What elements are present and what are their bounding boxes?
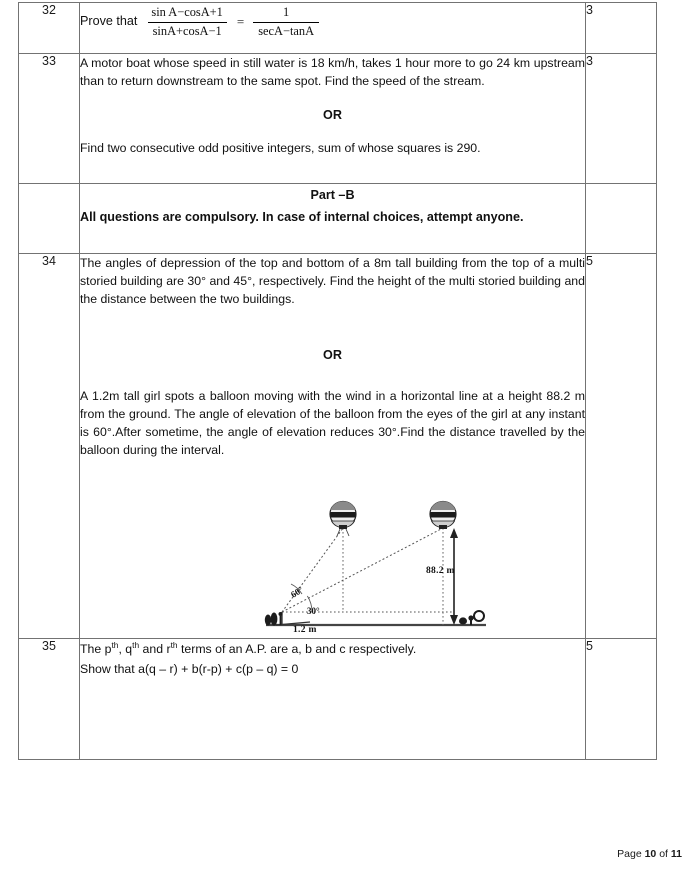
sight-line-60 [282, 528, 343, 612]
rhs-denominator: secA−tanA [253, 22, 319, 40]
figure-label-height: 88.2 m [426, 565, 455, 576]
lhs-denominator: sinA+cosA−1 [148, 22, 227, 40]
table-row [19, 54, 657, 184]
table-row [19, 184, 657, 254]
figure-label-angle-30: 30° [307, 605, 320, 616]
cell-spacer [80, 39, 585, 53]
footer-prefix: Page [617, 848, 642, 860]
question-table [18, 2, 657, 760]
or-separator: OR [323, 348, 342, 363]
q35-sup-b: th [132, 639, 140, 650]
girl-figure-icon [265, 612, 283, 626]
q35-part-a: The p [80, 641, 112, 656]
equation-line [80, 3, 585, 39]
height-arrow-down [450, 615, 458, 625]
q35-part-d: terms of an A.P. are a, b and c respectively. [177, 641, 417, 656]
rhs-fraction [253, 5, 319, 39]
question-number-cell: 34 [19, 253, 80, 638]
sight-line-30 [282, 528, 443, 612]
marks-cell: 5 [586, 253, 657, 638]
question-text: The angles of depression of the top and bottom of a 8m tall building from the top of a multi storied building are 30° and 45°, respectively. Find the height of the multi storied building and the distance between the two buildings. [80, 255, 585, 307]
q35-part-b: , q [118, 641, 133, 656]
cell-spacer [80, 157, 585, 183]
diagram-svg [258, 488, 493, 638]
or-separator: OR [323, 108, 342, 123]
marks-cell: 3 [586, 3, 657, 54]
figure-container [80, 488, 585, 638]
section-header-cell [80, 184, 586, 254]
balloon-icon-right [430, 501, 456, 529]
question-text: A motor boat whose speed in still water is 18 km/h, takes 1 hour more to go 24 km upstream than to return downstream to the same spot. Find the speed of the stream. [80, 56, 585, 89]
balloon-icon-left [330, 501, 356, 536]
page-footer [617, 848, 682, 860]
question-body-cell [80, 253, 586, 638]
prove-that-label: Prove that [80, 14, 138, 29]
question-text-line-1 [80, 639, 585, 658]
q35-sup-a: th [111, 639, 119, 650]
table-row [19, 3, 657, 54]
question-number-cell: 35 [19, 638, 80, 759]
observer-figure-icon [459, 611, 484, 625]
q35-part-c: and r [139, 641, 171, 656]
question-body-cell [80, 3, 586, 54]
question-number-cell: 32 [19, 3, 80, 54]
footer-total-pages: 11 [670, 848, 682, 860]
table-row [19, 638, 657, 759]
lhs-numerator: sin A−cosA+1 [151, 5, 223, 19]
lhs-fraction [146, 5, 227, 39]
table-row [19, 253, 657, 638]
marks-cell: 5 [586, 638, 657, 759]
q35-sup-c: th [170, 639, 178, 650]
equals-sign: = [236, 14, 245, 30]
part-b-instructions: All questions are compulsory. In case of internal choices, attempt anyone. [80, 209, 524, 224]
rhs-numerator: 1 [283, 5, 290, 19]
cell-spacer [80, 227, 585, 253]
question-number-cell: 33 [19, 54, 80, 184]
footer-page-number: 10 [644, 848, 657, 860]
question-alt-text: Find two consecutive odd positive integers, sum of whose squares is 290. [80, 141, 481, 155]
question-alt-text: A 1.2m tall girl spots a balloon moving with the wind in a horizontal line at a height 88.2 m from the ground. The angle of elevation of the balloon from the eyes of the girl at any instant is 60°.After sometime, the angle of elevation reduces 30°.Find the distance travelled by the balloon during the interval. [80, 388, 585, 458]
question-body-cell [80, 638, 586, 759]
figure-label-angle-60: 60° [288, 584, 305, 600]
marks-cell [586, 184, 657, 254]
figure-label-girl-height: 1.2 m [293, 624, 317, 635]
question-body-cell [80, 54, 586, 184]
question-number-cell [19, 184, 80, 254]
marks-cell: 3 [586, 54, 657, 184]
footer-middle: of [659, 848, 668, 860]
part-b-title: Part –B [310, 188, 355, 203]
height-arrow-up [450, 528, 458, 538]
question-text-line-2: Show that a(q – r) + b(r-p) + c(p – q) = 0 [80, 661, 299, 676]
balloon-elevation-diagram [258, 488, 493, 638]
